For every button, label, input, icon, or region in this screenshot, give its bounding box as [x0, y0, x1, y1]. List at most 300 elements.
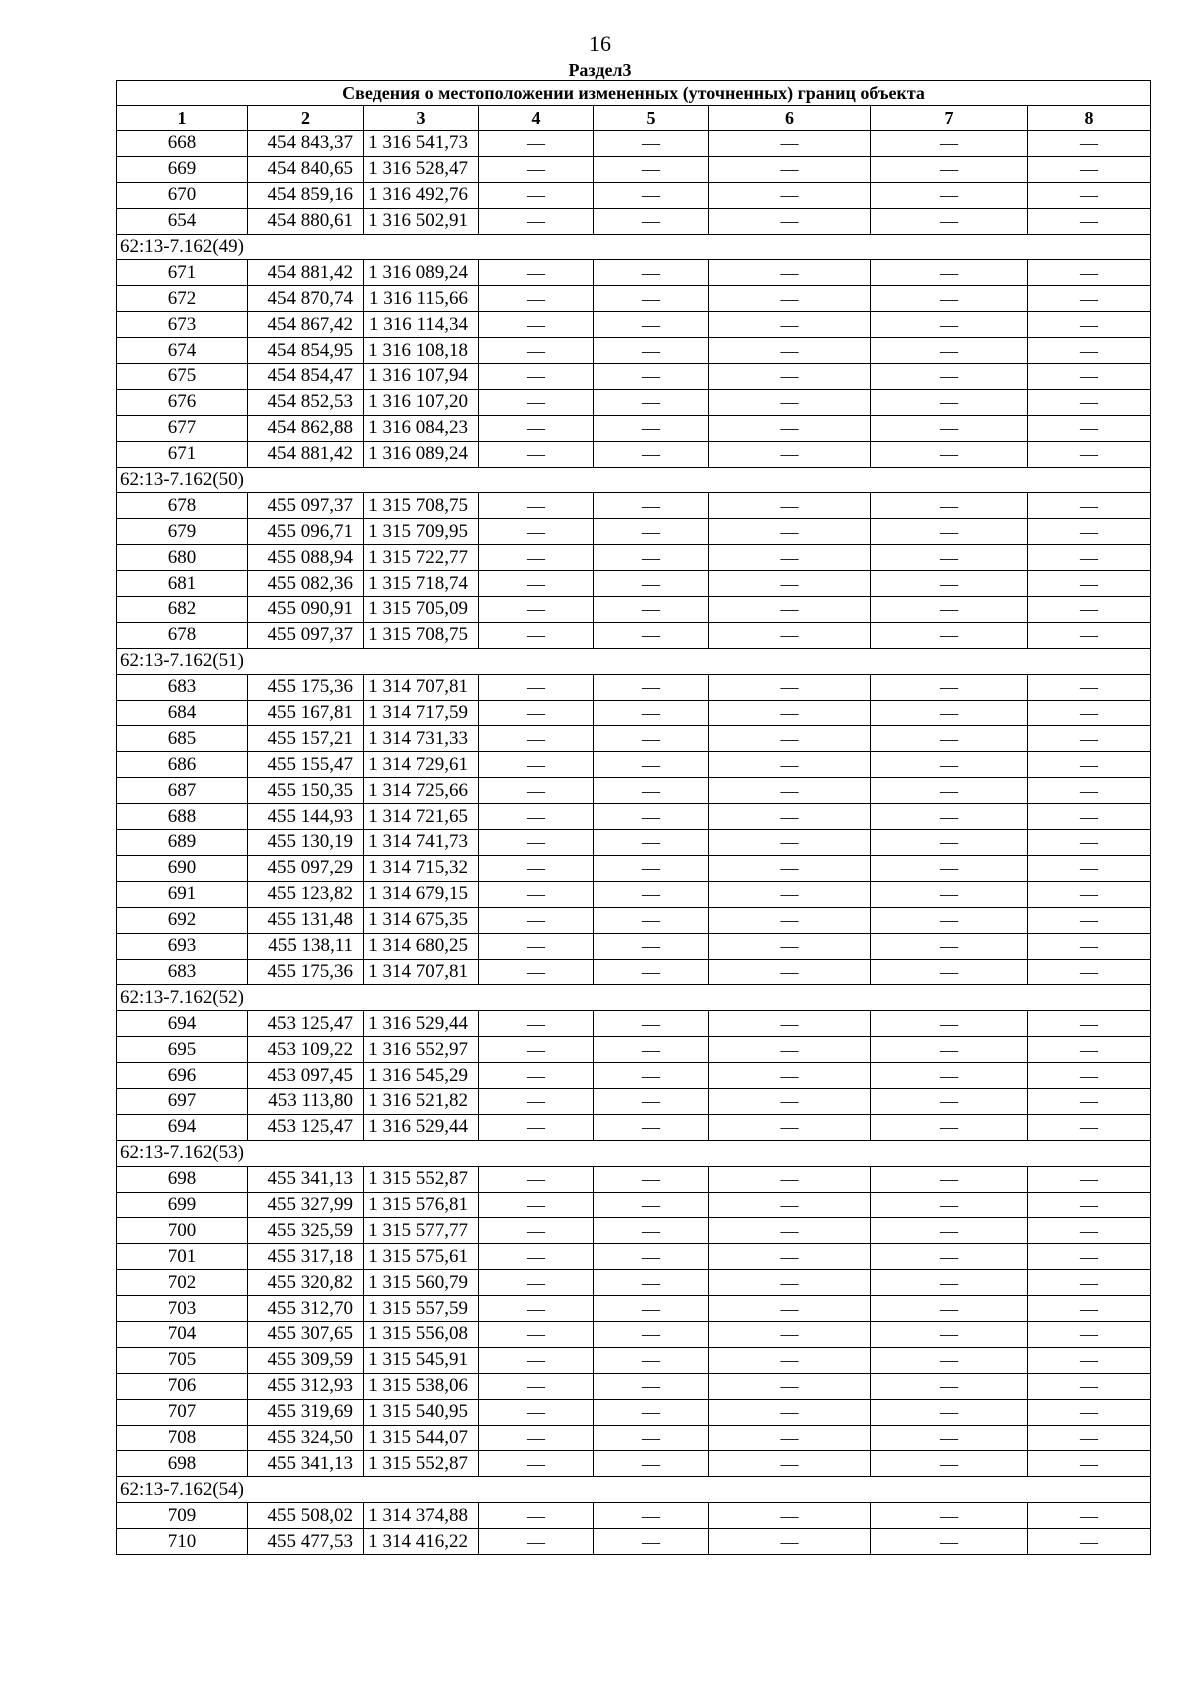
empty-dash-cell: —	[1028, 441, 1151, 467]
empty-dash-cell: —	[871, 752, 1028, 778]
empty-dash-cell: —	[709, 260, 871, 286]
point-number-cell: 684	[117, 700, 248, 726]
empty-dash-cell: —	[709, 1529, 871, 1555]
point-number-cell: 701	[117, 1244, 248, 1270]
table-row	[117, 156, 1151, 182]
y-coordinate-cell: 1 314 717,59	[364, 700, 479, 726]
empty-dash-cell: —	[1028, 1037, 1151, 1063]
table-row	[117, 1270, 1151, 1296]
table-row	[117, 1347, 1151, 1373]
table-row	[117, 571, 1151, 597]
empty-dash-cell: —	[709, 493, 871, 519]
empty-dash-cell: —	[871, 1037, 1028, 1063]
y-coordinate-cell: 1 314 729,61	[364, 752, 479, 778]
table-row	[117, 1529, 1151, 1555]
empty-dash-cell: —	[871, 286, 1028, 312]
y-coordinate-cell: 1 316 115,66	[364, 286, 479, 312]
empty-dash-cell: —	[479, 182, 594, 208]
y-coordinate-cell: 1 315 552,87	[364, 1166, 479, 1192]
table-row	[117, 881, 1151, 907]
empty-dash-cell: —	[479, 338, 594, 364]
point-number-cell: 693	[117, 933, 248, 959]
empty-dash-cell: —	[479, 1114, 594, 1140]
y-coordinate-cell: 1 316 545,29	[364, 1063, 479, 1089]
empty-dash-cell: —	[479, 1192, 594, 1218]
x-coordinate-cell: 455 317,18	[248, 1244, 364, 1270]
empty-dash-cell: —	[871, 1451, 1028, 1477]
point-number-cell: 687	[117, 778, 248, 804]
empty-dash-cell: —	[871, 441, 1028, 467]
empty-dash-cell: —	[594, 1166, 709, 1192]
empty-dash-cell: —	[594, 1063, 709, 1089]
point-number-cell: 704	[117, 1321, 248, 1347]
point-number-cell: 677	[117, 415, 248, 441]
empty-dash-cell: —	[871, 182, 1028, 208]
empty-dash-cell: —	[709, 1218, 871, 1244]
point-number-cell: 671	[117, 441, 248, 467]
table-row	[117, 415, 1151, 441]
y-coordinate-cell: 1 316 502,91	[364, 208, 479, 234]
y-coordinate-cell: 1 316 529,44	[364, 1011, 479, 1037]
empty-dash-cell: —	[479, 1451, 594, 1477]
empty-dash-cell: —	[594, 1011, 709, 1037]
x-coordinate-cell: 455 088,94	[248, 545, 364, 571]
empty-dash-cell: —	[1028, 1166, 1151, 1192]
empty-dash-cell: —	[871, 726, 1028, 752]
empty-dash-cell: —	[1028, 208, 1151, 234]
y-coordinate-cell: 1 314 741,73	[364, 830, 479, 856]
table-header-row	[117, 106, 1151, 131]
empty-dash-cell: —	[594, 1321, 709, 1347]
y-coordinate-cell: 1 314 680,25	[364, 933, 479, 959]
y-coordinate-cell: 1 316 114,34	[364, 312, 479, 338]
empty-dash-cell: —	[594, 156, 709, 182]
point-number-cell: 668	[117, 131, 248, 157]
table-row	[117, 1088, 1151, 1114]
empty-dash-cell: —	[709, 364, 871, 390]
empty-dash-cell: —	[594, 364, 709, 390]
table-row	[117, 208, 1151, 234]
empty-dash-cell: —	[871, 1270, 1028, 1296]
empty-dash-cell: —	[1028, 1114, 1151, 1140]
table-row	[117, 1321, 1151, 1347]
empty-dash-cell: —	[709, 855, 871, 881]
empty-dash-cell: —	[1028, 622, 1151, 648]
empty-dash-cell: —	[594, 1373, 709, 1399]
empty-dash-cell: —	[871, 907, 1028, 933]
empty-dash-cell: —	[594, 1529, 709, 1555]
x-coordinate-cell: 454 881,42	[248, 260, 364, 286]
empty-dash-cell: —	[709, 389, 871, 415]
empty-dash-cell: —	[709, 1114, 871, 1140]
table-row	[117, 1037, 1151, 1063]
table-row	[117, 1399, 1151, 1425]
group-row	[117, 467, 1151, 493]
x-coordinate-cell: 455 312,70	[248, 1296, 364, 1322]
point-number-cell: 670	[117, 182, 248, 208]
empty-dash-cell: —	[1028, 1270, 1151, 1296]
y-coordinate-cell: 1 314 374,88	[364, 1503, 479, 1529]
point-number-cell: 705	[117, 1347, 248, 1373]
point-number-cell: 690	[117, 855, 248, 881]
table-row	[117, 752, 1151, 778]
x-coordinate-cell: 455 167,81	[248, 700, 364, 726]
table-row	[117, 1192, 1151, 1218]
table-row	[117, 700, 1151, 726]
group-row	[117, 234, 1151, 260]
point-number-cell: 702	[117, 1270, 248, 1296]
empty-dash-cell: —	[871, 1296, 1028, 1322]
point-number-cell: 708	[117, 1425, 248, 1451]
empty-dash-cell: —	[479, 700, 594, 726]
empty-dash-cell: —	[1028, 1244, 1151, 1270]
empty-dash-cell: —	[1028, 1503, 1151, 1529]
empty-dash-cell: —	[594, 700, 709, 726]
table-row	[117, 933, 1151, 959]
empty-dash-cell: —	[871, 622, 1028, 648]
empty-dash-cell: —	[594, 830, 709, 856]
empty-dash-cell: —	[479, 907, 594, 933]
header-cell: 8	[1028, 106, 1151, 131]
empty-dash-cell: —	[594, 415, 709, 441]
empty-dash-cell: —	[479, 1244, 594, 1270]
group-row	[117, 985, 1151, 1011]
x-coordinate-cell: 455 341,13	[248, 1166, 364, 1192]
header-cell: 3	[364, 106, 479, 131]
y-coordinate-cell: 1 316 107,94	[364, 364, 479, 390]
y-coordinate-cell: 1 314 416,22	[364, 1529, 479, 1555]
empty-dash-cell: —	[1028, 855, 1151, 881]
group-label: 62:13-7.162(50)	[117, 467, 1151, 493]
table-caption-row	[117, 81, 1151, 106]
y-coordinate-cell: 1 316 108,18	[364, 338, 479, 364]
group-row	[117, 1140, 1151, 1166]
empty-dash-cell: —	[709, 415, 871, 441]
empty-dash-cell: —	[594, 131, 709, 157]
point-number-cell: 699	[117, 1192, 248, 1218]
point-number-cell: 689	[117, 830, 248, 856]
group-label: 62:13-7.162(52)	[117, 985, 1151, 1011]
empty-dash-cell: —	[479, 131, 594, 157]
empty-dash-cell: —	[871, 959, 1028, 985]
y-coordinate-cell: 1 316 528,47	[364, 156, 479, 182]
empty-dash-cell: —	[709, 441, 871, 467]
empty-dash-cell: —	[479, 1166, 594, 1192]
empty-dash-cell: —	[594, 312, 709, 338]
table-row	[117, 1425, 1151, 1451]
empty-dash-cell: —	[479, 1088, 594, 1114]
empty-dash-cell: —	[594, 1114, 709, 1140]
empty-dash-cell: —	[479, 597, 594, 623]
empty-dash-cell: —	[594, 881, 709, 907]
empty-dash-cell: —	[709, 1037, 871, 1063]
empty-dash-cell: —	[871, 131, 1028, 157]
x-coordinate-cell: 455 130,19	[248, 830, 364, 856]
empty-dash-cell: —	[1028, 1451, 1151, 1477]
empty-dash-cell: —	[479, 933, 594, 959]
empty-dash-cell: —	[709, 1451, 871, 1477]
empty-dash-cell: —	[709, 804, 871, 830]
header-cell: 7	[871, 106, 1028, 131]
empty-dash-cell: —	[871, 1347, 1028, 1373]
empty-dash-cell: —	[594, 441, 709, 467]
empty-dash-cell: —	[871, 1399, 1028, 1425]
point-number-cell: 692	[117, 907, 248, 933]
table-row	[117, 338, 1151, 364]
empty-dash-cell: —	[1028, 338, 1151, 364]
empty-dash-cell: —	[479, 726, 594, 752]
empty-dash-cell: —	[709, 131, 871, 157]
table-row	[117, 726, 1151, 752]
empty-dash-cell: —	[871, 1166, 1028, 1192]
empty-dash-cell: —	[1028, 1296, 1151, 1322]
empty-dash-cell: —	[479, 415, 594, 441]
x-coordinate-cell: 455 097,37	[248, 493, 364, 519]
empty-dash-cell: —	[709, 338, 871, 364]
empty-dash-cell: —	[479, 855, 594, 881]
x-coordinate-cell: 455 324,50	[248, 1425, 364, 1451]
empty-dash-cell: —	[1028, 726, 1151, 752]
point-number-cell: 675	[117, 364, 248, 390]
empty-dash-cell: —	[479, 1037, 594, 1063]
empty-dash-cell: —	[1028, 1192, 1151, 1218]
table-row	[117, 1011, 1151, 1037]
empty-dash-cell: —	[594, 752, 709, 778]
empty-dash-cell: —	[594, 208, 709, 234]
empty-dash-cell: —	[871, 571, 1028, 597]
empty-dash-cell: —	[871, 1425, 1028, 1451]
empty-dash-cell: —	[1028, 1347, 1151, 1373]
table-row	[117, 674, 1151, 700]
empty-dash-cell: —	[594, 1399, 709, 1425]
x-coordinate-cell: 455 090,91	[248, 597, 364, 623]
empty-dash-cell: —	[479, 312, 594, 338]
x-coordinate-cell: 454 859,16	[248, 182, 364, 208]
point-number-cell: 679	[117, 519, 248, 545]
x-coordinate-cell: 454 840,65	[248, 156, 364, 182]
empty-dash-cell: —	[871, 1218, 1028, 1244]
table-row	[117, 389, 1151, 415]
x-coordinate-cell: 455 096,71	[248, 519, 364, 545]
empty-dash-cell: —	[479, 1529, 594, 1555]
table-row	[117, 286, 1151, 312]
y-coordinate-cell: 1 314 707,81	[364, 959, 479, 985]
point-number-cell: 694	[117, 1114, 248, 1140]
empty-dash-cell: —	[709, 1270, 871, 1296]
empty-dash-cell: —	[871, 778, 1028, 804]
empty-dash-cell: —	[1028, 1218, 1151, 1244]
empty-dash-cell: —	[871, 1373, 1028, 1399]
x-coordinate-cell: 455 150,35	[248, 778, 364, 804]
group-label: 62:13-7.162(53)	[117, 1140, 1151, 1166]
empty-dash-cell: —	[1028, 1529, 1151, 1555]
empty-dash-cell: —	[871, 1503, 1028, 1529]
group-row	[117, 648, 1151, 674]
table-row	[117, 441, 1151, 467]
empty-dash-cell: —	[479, 1321, 594, 1347]
x-coordinate-cell: 455 341,13	[248, 1451, 364, 1477]
empty-dash-cell: —	[479, 1347, 594, 1373]
y-coordinate-cell: 1 314 679,15	[364, 881, 479, 907]
point-number-cell: 710	[117, 1529, 248, 1555]
x-coordinate-cell: 454 867,42	[248, 312, 364, 338]
x-coordinate-cell: 454 880,61	[248, 208, 364, 234]
empty-dash-cell: —	[709, 752, 871, 778]
empty-dash-cell: —	[1028, 493, 1151, 519]
empty-dash-cell: —	[871, 804, 1028, 830]
empty-dash-cell: —	[1028, 597, 1151, 623]
page-number: 16	[589, 31, 611, 56]
coordinates-table	[116, 80, 1151, 1555]
x-coordinate-cell: 454 862,88	[248, 415, 364, 441]
table-row	[117, 1063, 1151, 1089]
x-coordinate-cell: 455 138,11	[248, 933, 364, 959]
empty-dash-cell: —	[479, 1399, 594, 1425]
point-number-cell: 671	[117, 260, 248, 286]
empty-dash-cell: —	[1028, 804, 1151, 830]
table-row	[117, 959, 1151, 985]
empty-dash-cell: —	[1028, 959, 1151, 985]
empty-dash-cell: —	[1028, 830, 1151, 856]
empty-dash-cell: —	[709, 622, 871, 648]
empty-dash-cell: —	[479, 674, 594, 700]
y-coordinate-cell: 1 315 576,81	[364, 1192, 479, 1218]
empty-dash-cell: —	[1028, 364, 1151, 390]
x-coordinate-cell: 455 082,36	[248, 571, 364, 597]
empty-dash-cell: —	[871, 312, 1028, 338]
empty-dash-cell: —	[594, 1451, 709, 1477]
y-coordinate-cell: 1 314 721,65	[364, 804, 479, 830]
empty-dash-cell: —	[871, 1088, 1028, 1114]
point-number-cell: 695	[117, 1037, 248, 1063]
empty-dash-cell: —	[1028, 778, 1151, 804]
x-coordinate-cell: 453 125,47	[248, 1114, 364, 1140]
empty-dash-cell: —	[1028, 312, 1151, 338]
empty-dash-cell: —	[709, 1011, 871, 1037]
x-coordinate-cell: 455 320,82	[248, 1270, 364, 1296]
point-number-cell: 681	[117, 571, 248, 597]
point-number-cell: 691	[117, 881, 248, 907]
empty-dash-cell: —	[709, 182, 871, 208]
empty-dash-cell: —	[479, 959, 594, 985]
point-number-cell: 698	[117, 1166, 248, 1192]
empty-dash-cell: —	[594, 1218, 709, 1244]
empty-dash-cell: —	[594, 493, 709, 519]
group-label: 62:13-7.162(49)	[117, 234, 1151, 260]
y-coordinate-cell: 1 315 545,91	[364, 1347, 479, 1373]
empty-dash-cell: —	[709, 545, 871, 571]
header-cell: 4	[479, 106, 594, 131]
empty-dash-cell: —	[1028, 156, 1151, 182]
table-row	[117, 1114, 1151, 1140]
empty-dash-cell: —	[1028, 1425, 1151, 1451]
y-coordinate-cell: 1 315 575,61	[364, 1244, 479, 1270]
x-coordinate-cell: 454 870,74	[248, 286, 364, 312]
header-cell: 5	[594, 106, 709, 131]
empty-dash-cell: —	[479, 364, 594, 390]
y-coordinate-cell: 1 315 538,06	[364, 1373, 479, 1399]
empty-dash-cell: —	[479, 1218, 594, 1244]
empty-dash-cell: —	[1028, 415, 1151, 441]
point-number-cell: 674	[117, 338, 248, 364]
y-coordinate-cell: 1 315 709,95	[364, 519, 479, 545]
x-coordinate-cell: 454 843,37	[248, 131, 364, 157]
empty-dash-cell: —	[1028, 545, 1151, 571]
empty-dash-cell: —	[709, 1296, 871, 1322]
empty-dash-cell: —	[709, 933, 871, 959]
empty-dash-cell: —	[709, 312, 871, 338]
point-number-cell: 654	[117, 208, 248, 234]
empty-dash-cell: —	[1028, 674, 1151, 700]
empty-dash-cell: —	[479, 545, 594, 571]
empty-dash-cell: —	[479, 571, 594, 597]
empty-dash-cell: —	[479, 778, 594, 804]
empty-dash-cell: —	[479, 286, 594, 312]
empty-dash-cell: —	[1028, 1373, 1151, 1399]
empty-dash-cell: —	[709, 700, 871, 726]
y-coordinate-cell: 1 315 557,59	[364, 1296, 479, 1322]
empty-dash-cell: —	[479, 389, 594, 415]
y-coordinate-cell: 1 316 529,44	[364, 1114, 479, 1140]
empty-dash-cell: —	[871, 338, 1028, 364]
empty-dash-cell: —	[1028, 182, 1151, 208]
table-caption: Сведения о местоположении измененных (уточненных) границ объекта	[117, 81, 1151, 106]
empty-dash-cell: —	[594, 1270, 709, 1296]
point-number-cell: 706	[117, 1373, 248, 1399]
empty-dash-cell: —	[1028, 571, 1151, 597]
empty-dash-cell: —	[709, 286, 871, 312]
empty-dash-cell: —	[871, 1011, 1028, 1037]
empty-dash-cell: —	[709, 208, 871, 234]
empty-dash-cell: —	[594, 804, 709, 830]
empty-dash-cell: —	[1028, 700, 1151, 726]
empty-dash-cell: —	[594, 959, 709, 985]
empty-dash-cell: —	[479, 441, 594, 467]
empty-dash-cell: —	[594, 674, 709, 700]
x-coordinate-cell: 455 309,59	[248, 1347, 364, 1373]
table-row	[117, 182, 1151, 208]
empty-dash-cell: —	[709, 1063, 871, 1089]
empty-dash-cell: —	[709, 1244, 871, 1270]
point-number-cell: 683	[117, 959, 248, 985]
empty-dash-cell: —	[871, 700, 1028, 726]
empty-dash-cell: —	[709, 571, 871, 597]
table-row	[117, 1451, 1151, 1477]
table-row	[117, 131, 1151, 157]
x-coordinate-cell: 455 097,37	[248, 622, 364, 648]
empty-dash-cell: —	[479, 1011, 594, 1037]
group-label: 62:13-7.162(54)	[117, 1477, 1151, 1503]
empty-dash-cell: —	[709, 1166, 871, 1192]
point-number-cell: 696	[117, 1063, 248, 1089]
empty-dash-cell: —	[479, 1425, 594, 1451]
y-coordinate-cell: 1 315 540,95	[364, 1399, 479, 1425]
x-coordinate-cell: 455 508,02	[248, 1503, 364, 1529]
table-row	[117, 260, 1151, 286]
empty-dash-cell: —	[594, 907, 709, 933]
point-number-cell: 683	[117, 674, 248, 700]
x-coordinate-cell: 455 175,36	[248, 959, 364, 985]
empty-dash-cell: —	[871, 881, 1028, 907]
point-number-cell: 673	[117, 312, 248, 338]
empty-dash-cell: —	[1028, 1399, 1151, 1425]
point-number-cell: 678	[117, 493, 248, 519]
empty-dash-cell: —	[871, 597, 1028, 623]
empty-dash-cell: —	[1028, 286, 1151, 312]
y-coordinate-cell: 1 316 492,76	[364, 182, 479, 208]
y-coordinate-cell: 1 314 715,32	[364, 855, 479, 881]
empty-dash-cell: —	[709, 830, 871, 856]
